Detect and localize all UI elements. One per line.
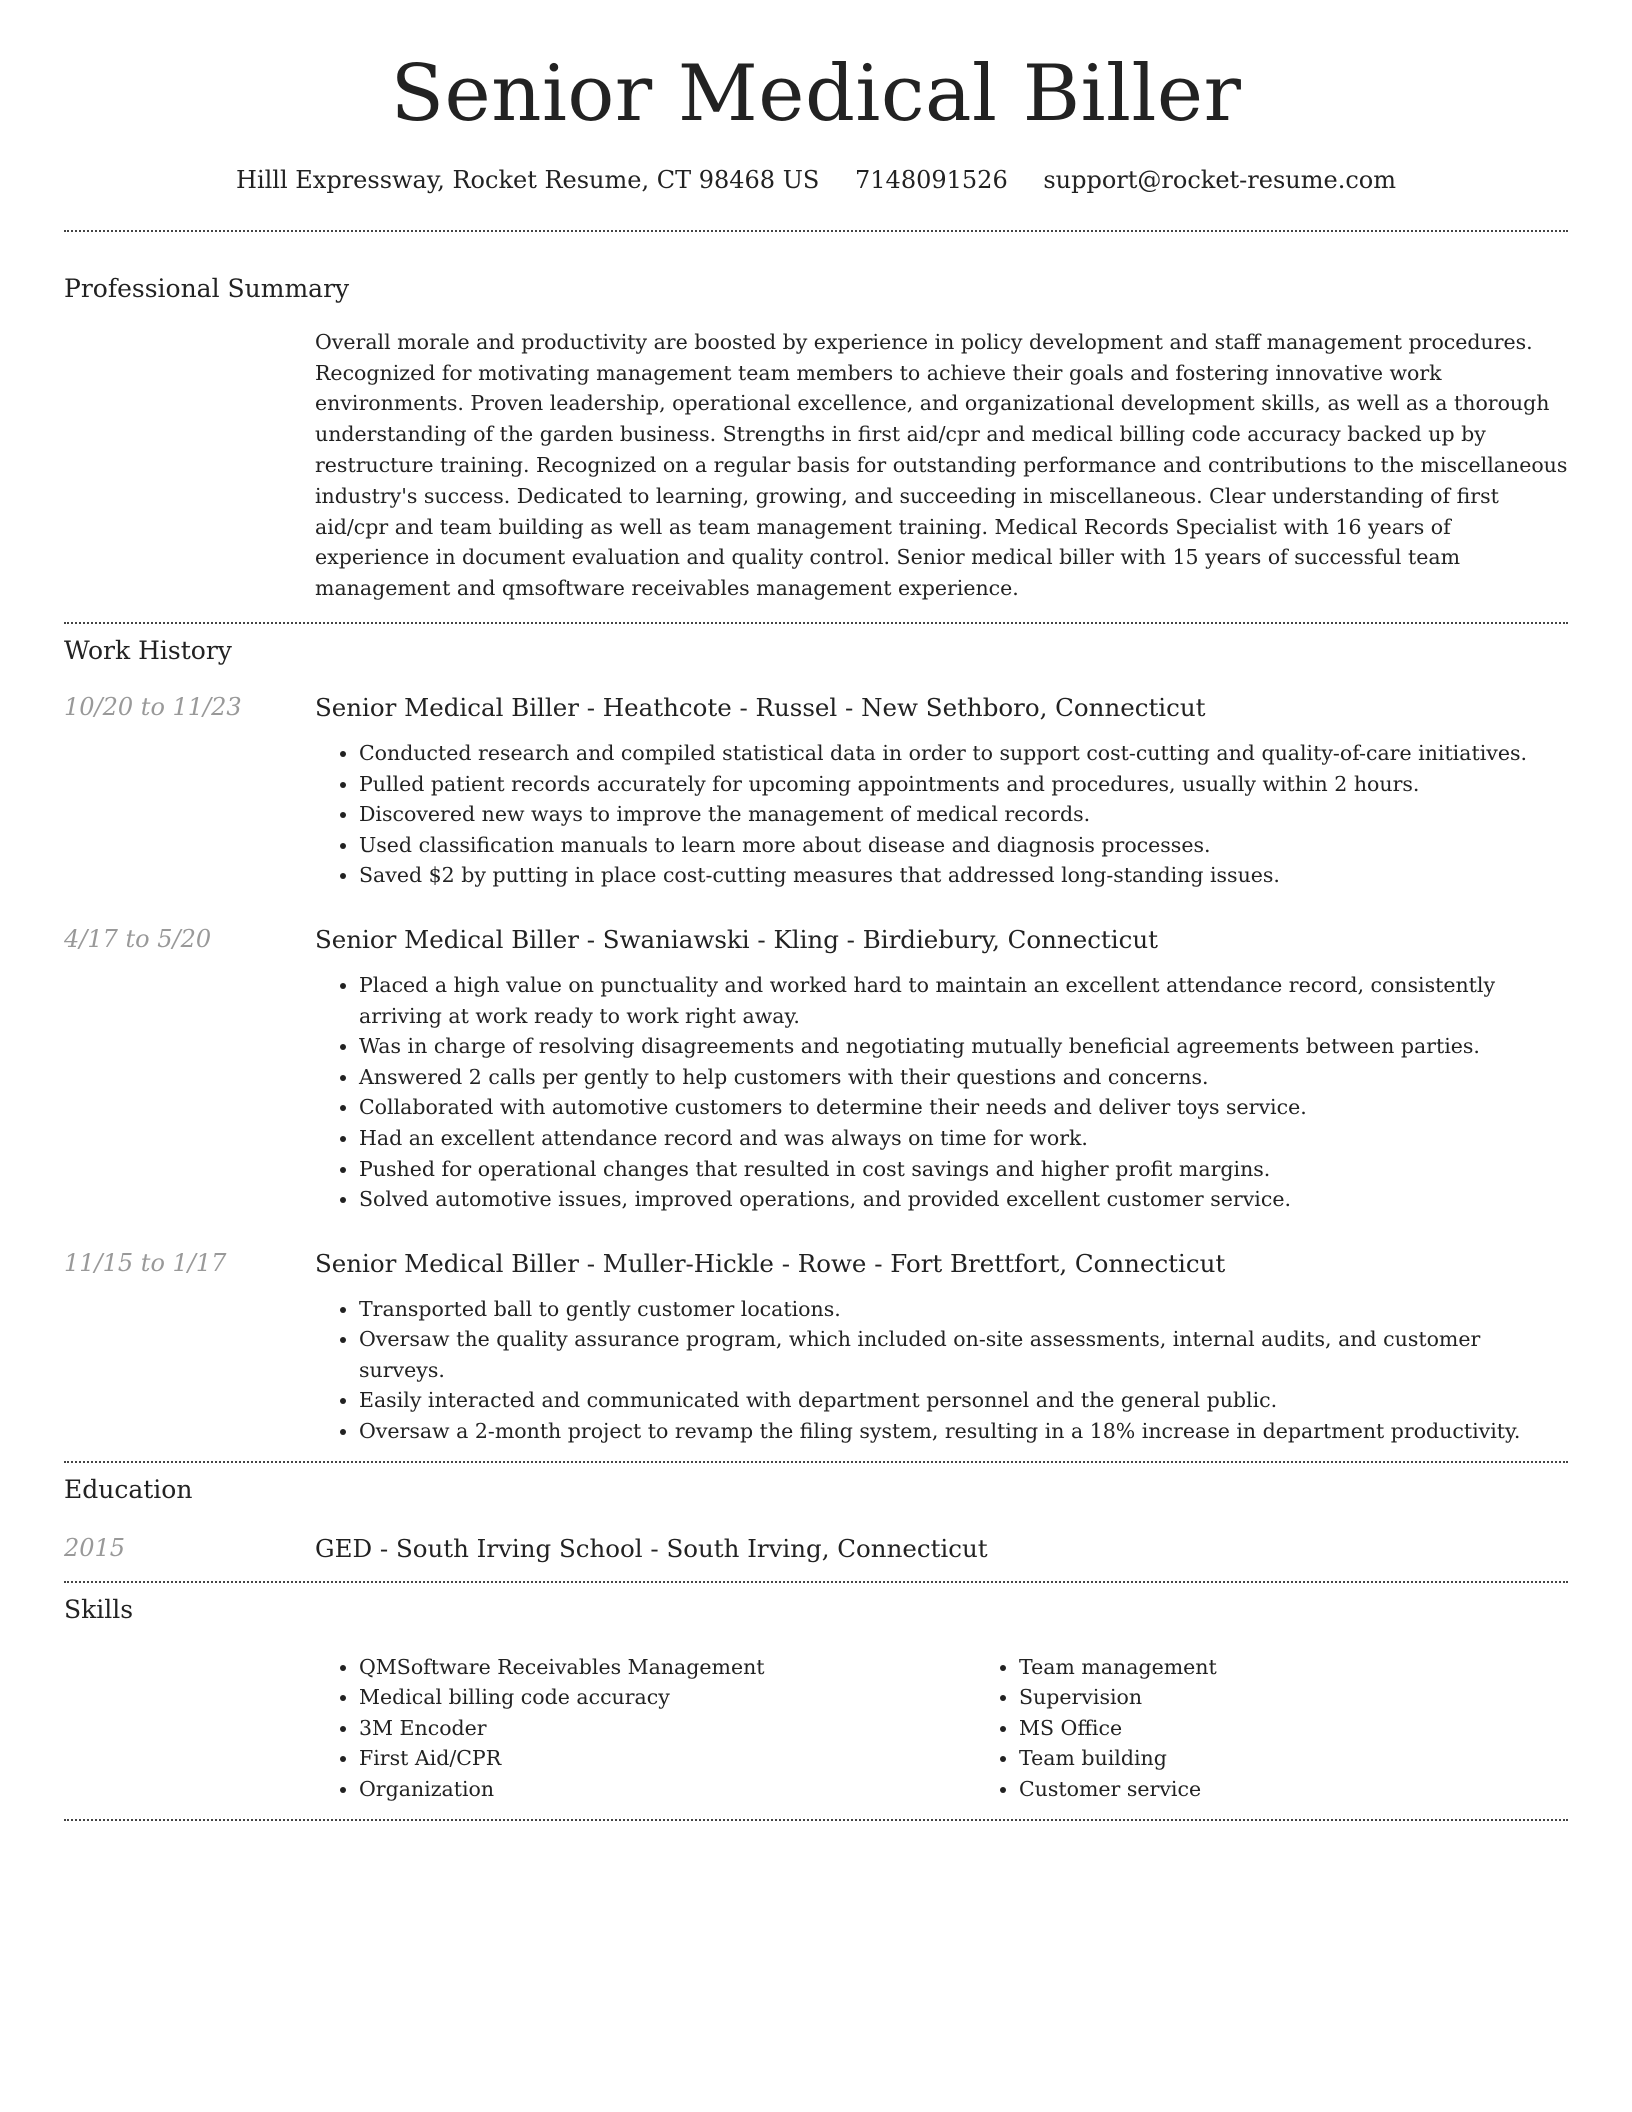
job-entry	[64, 1249, 1568, 1447]
job-bullet: • Collaborated with automotive customers to determine their needs and deliver toys service.	[359, 1092, 1568, 1123]
summary-text: Overall morale and productivity are boosted by experience in policy development and staff management procedures. Recognized for motivating management team members to achieve their goals and fostering innovative work environments. Proven leadership, operational excellence, and organizational development skills, as well as a thorough understanding of the garden business. Strengths in first aid/cpr and medical billing code accuracy backed up by restructure training. Recognized on a regular basis for outstanding performance and contributions to the miscellaneous industry's success. Dedicated to learning, growing, and succeeding in miscellaneous. Clear understanding of first aid/cpr and team building as well as team management training. Medical Records Specialist with 16 years of experience in document evaluation and quality control. Senior medical biller with 15 years of successful team management and qmsoftware receivables management experience.	[315, 329, 1568, 601]
job-bullet: • Oversaw the quality assurance program, which included on-site assessments, internal audits, and customer surveys.	[359, 1324, 1568, 1385]
job-bullets	[315, 1294, 1568, 1447]
job-heading: Senior Medical Biller - Swaniawski - Kling - Birdiebury, Connecticut	[315, 924, 1158, 954]
section-title-education: Education	[64, 1474, 193, 1504]
skill-item: • MS Office	[1019, 1713, 1632, 1744]
job-heading: Senior Medical Biller - Muller-Hickle - Rowe - Fort Brettfort, Connecticut	[315, 1248, 1226, 1278]
job-bullet: • Discovered new ways to improve the management of medical records.	[359, 799, 1568, 830]
skill-item: • Medical billing code accuracy	[359, 1682, 975, 1713]
divider	[64, 1819, 1568, 1821]
skills-list-right	[975, 1652, 1632, 1805]
job-bullet: • Used classification manuals to learn more about disease and diagnosis processes.	[359, 830, 1568, 861]
work-history-section	[64, 624, 1568, 1447]
job-bullets	[315, 738, 1568, 891]
skills-list-left	[315, 1652, 975, 1805]
skill-item: • Organization	[359, 1774, 975, 1805]
job-bullet: • Placed a high value on punctuality and worked hard to maintain an excellent attendance record, consistently arriving at work ready to work right away.	[359, 970, 1568, 1031]
contact-email: support@rocket-resume.com	[1043, 165, 1396, 194]
skill-item: • Customer service	[1019, 1774, 1632, 1805]
skill-item: • First Aid/CPR	[359, 1743, 975, 1774]
job-entry	[64, 693, 1568, 891]
skill-item: • QMSoftware Receivables Management	[359, 1652, 975, 1683]
resume-name: Senior Medical Biller	[390, 49, 1242, 139]
job-bullet: • Solved automotive issues, improved operations, and provided excellent customer service.	[359, 1184, 1568, 1215]
job-bullet: • Easily interacted and communicated with department personnel and the general public.	[359, 1385, 1568, 1416]
job-bullet: • Pushed for operational changes that resulted in cost savings and higher profit margins.	[359, 1154, 1568, 1185]
job-bullet: • Oversaw a 2-month project to revamp the filing system, resulting in a 18% increase in department productivity.	[359, 1416, 1568, 1447]
skill-item: • Team management	[1019, 1652, 1632, 1683]
summary-section	[64, 232, 1568, 604]
education-section	[64, 1463, 1568, 1563]
job-bullet: • Was in charge of resolving disagreements and negotiating mutually beneficial agreements between parties.	[359, 1031, 1568, 1062]
section-title-skills: Skills	[64, 1594, 134, 1624]
skill-item: • Team building	[1019, 1743, 1632, 1774]
skills-section	[64, 1583, 1568, 1805]
job-bullet: • Pulled patient records accurately for upcoming appointments and procedures, usually within 2 hours.	[359, 769, 1568, 800]
skill-item: • Supervision	[1019, 1682, 1632, 1713]
skill-item: • 3M Encoder	[359, 1713, 975, 1744]
job-bullet: • Had an excellent attendance record and was always on time for work.	[359, 1123, 1568, 1154]
education-year: 2015	[64, 1533, 126, 1562]
section-title-work-history: Work History	[64, 635, 232, 665]
job-bullet: • Answered 2 calls per gently to help customers with their questions and concerns.	[359, 1062, 1568, 1093]
education-heading: GED - South Irving School - South Irving, Connecticut	[315, 1533, 988, 1563]
contact-address: Hilll Expressway, Rocket Resume, CT 98468 US	[236, 165, 820, 194]
job-dates: 11/15 to 1/17	[64, 1248, 227, 1277]
job-entry	[64, 925, 1568, 1215]
job-bullet: • Saved $2 by putting in place cost-cutting measures that addressed long-standing issues.	[359, 860, 1568, 891]
job-heading: Senior Medical Biller - Heathcote - Russel - New Sethboro, Connecticut	[315, 692, 1206, 722]
contact-line	[64, 166, 1568, 194]
job-bullet: • Transported ball to gently customer locations.	[359, 1294, 1568, 1325]
contact-phone: 7148091526	[855, 165, 1008, 194]
job-dates: 4/17 to 5/20	[64, 924, 212, 953]
section-title-summary: Professional Summary	[64, 273, 350, 303]
job-bullets	[315, 970, 1568, 1215]
job-dates: 10/20 to 11/23	[64, 692, 242, 721]
job-bullet: • Conducted research and compiled statistical data in order to support cost-cutting and quality-of-care initiatives.	[359, 738, 1568, 769]
